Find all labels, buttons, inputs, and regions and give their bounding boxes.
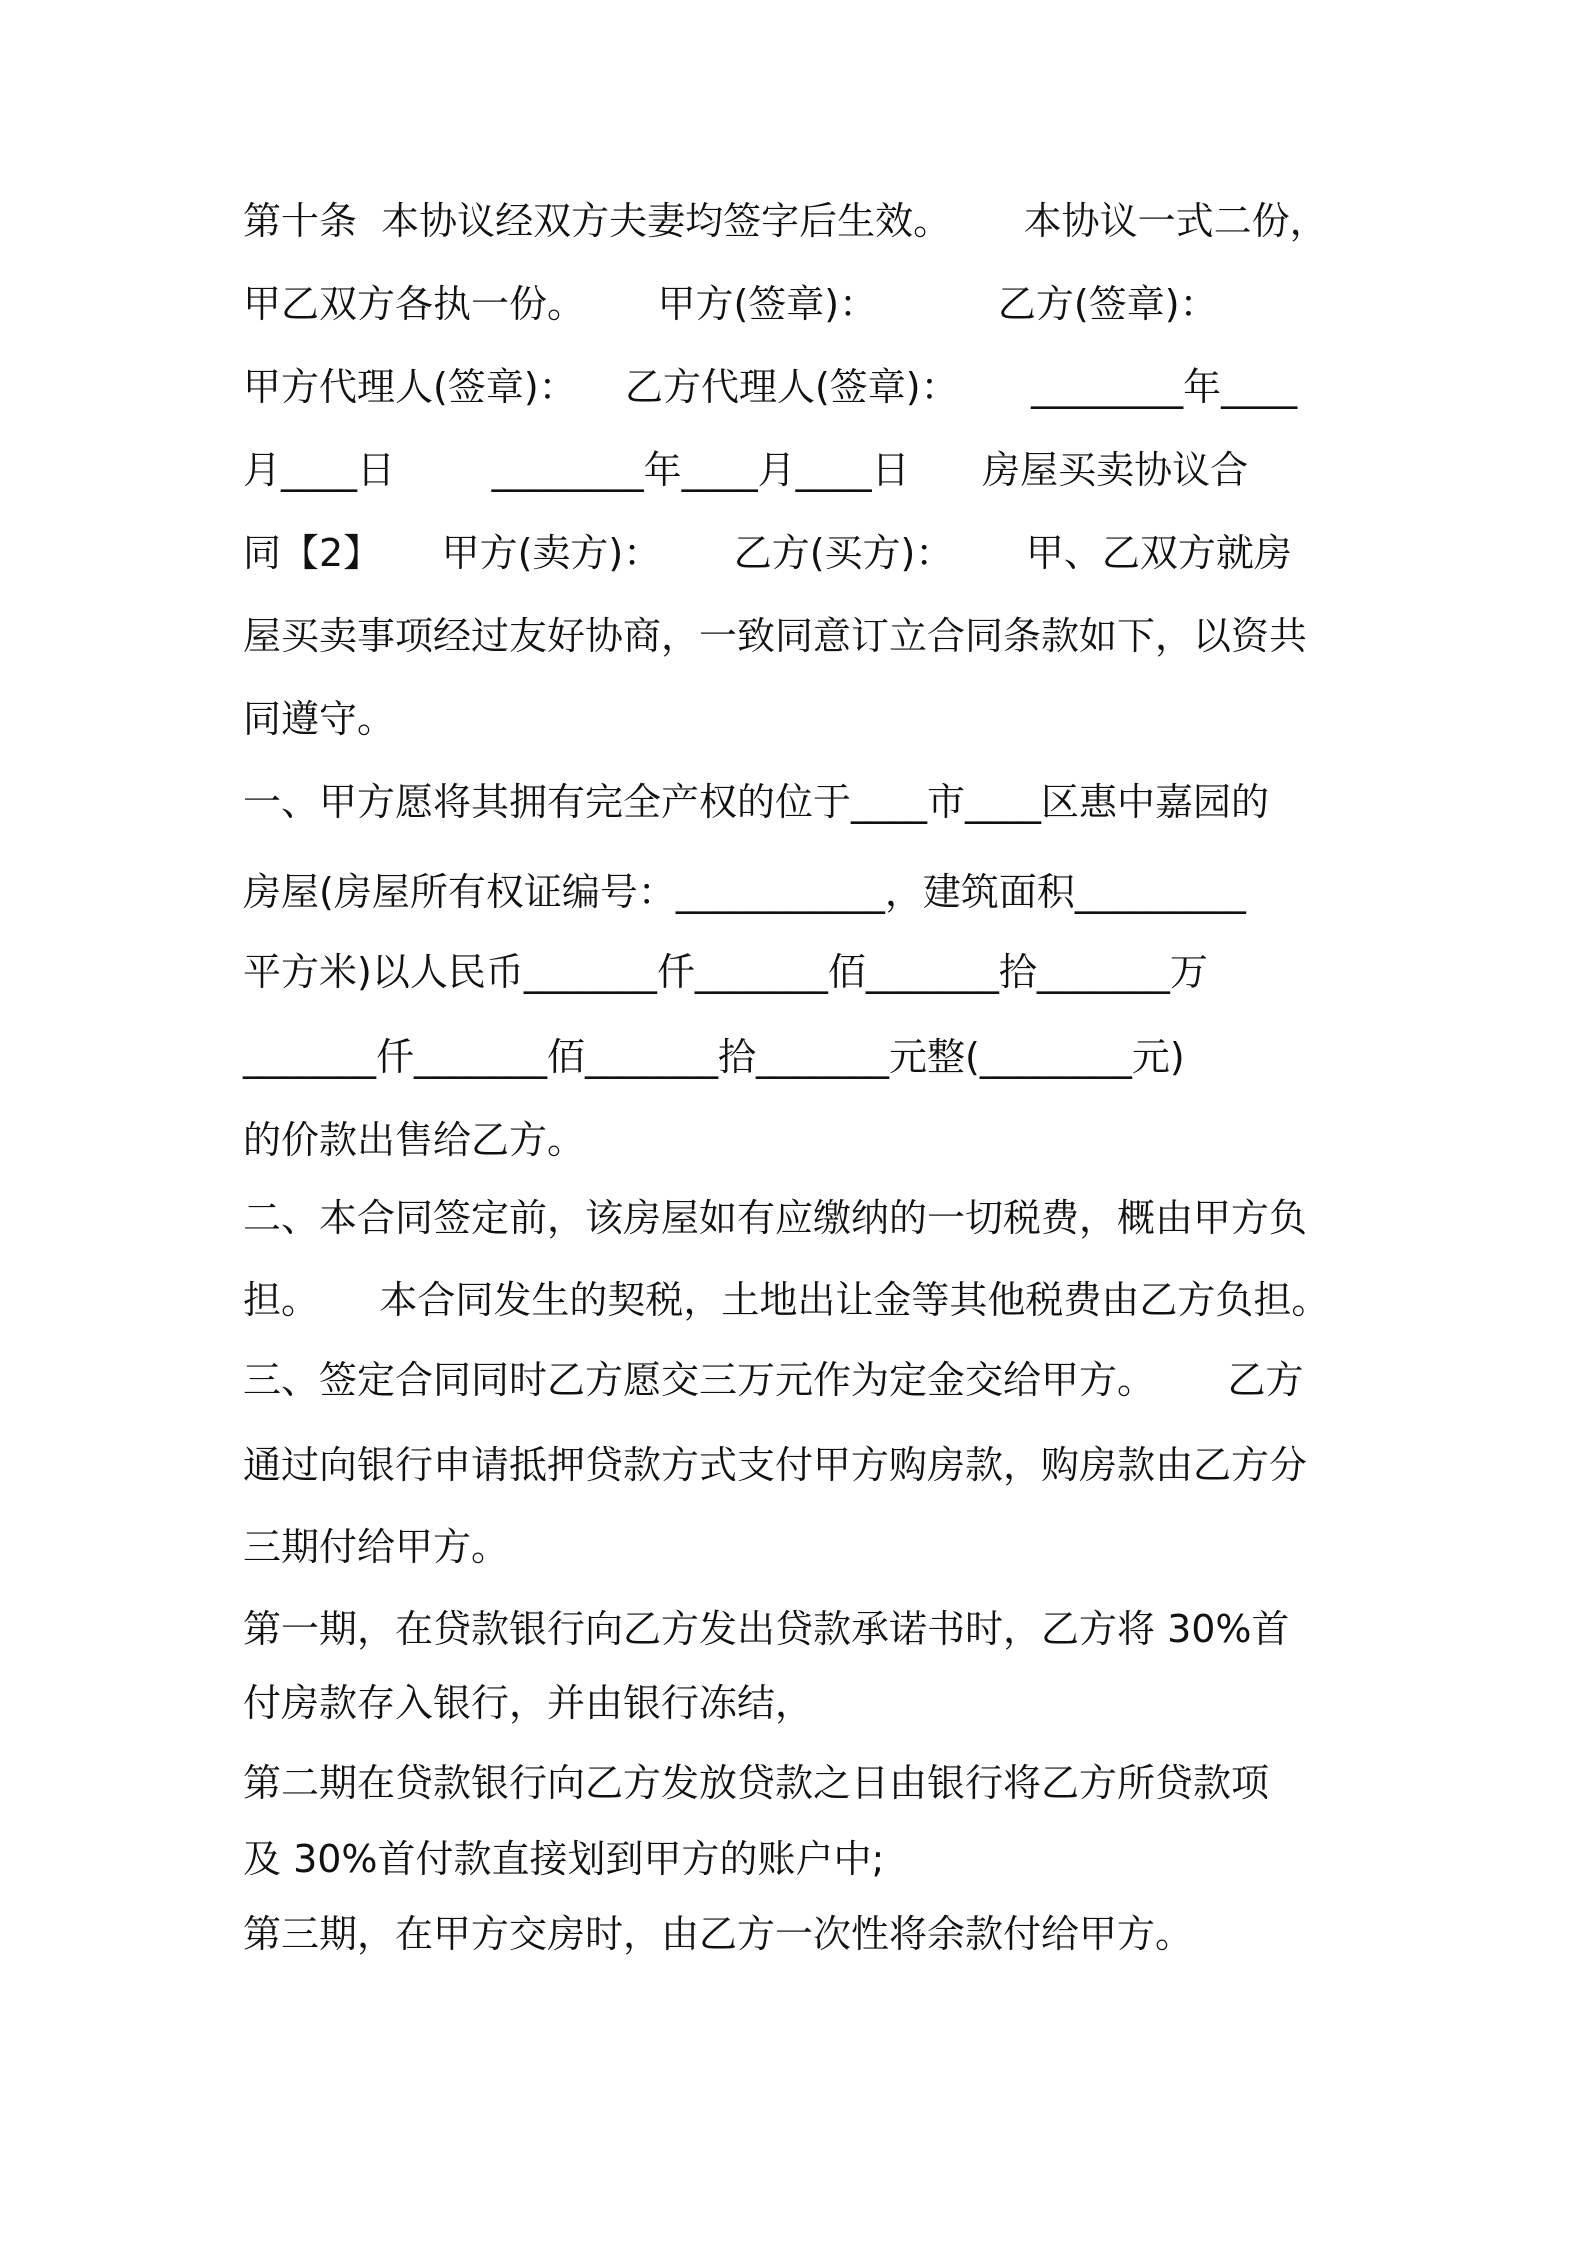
text-line: 平方米)以人民币_______仟_______佰_______拾_______万 <box>243 950 1208 994</box>
text-line: 第二期在贷款银行向乙方发放贷款之日由银行将乙方所贷款项 <box>243 1761 1270 1805</box>
text-line: 同遵守。 <box>243 697 396 741</box>
text-line: 屋买卖事项经过友好协商，一致同意订立合同条款如下，以资共 <box>243 614 1308 658</box>
text-line: 同【2】 甲方(卖方)： 乙方(买方)： 甲、乙双方就房 <box>243 531 1292 575</box>
text-line: 月____日 ________年____月____日 房屋买卖协议合 <box>243 448 1249 492</box>
text-line: 付房款存入银行，并由银行冻结， <box>243 1681 814 1725</box>
text-line: 第十条 本协议经双方夫妻均签字后生效。 本协议一式二份， <box>243 199 1328 243</box>
text-line: 第三期，在甲方交房时，由乙方一次性将余款付给甲方。 <box>243 1912 1194 1956</box>
text-line: 三期付给甲方。 <box>243 1525 510 1569</box>
document-body <box>243 196 1353 1959</box>
text-line: _______仟_______佰_______拾_______元整(________元) <box>243 1035 1185 1079</box>
text-line: 及 30%首付款直接划到甲方的账户中; <box>243 1837 885 1881</box>
text-line: 三、签定合同同时乙方愿交三万元作为定金交给甲方。 乙方 <box>243 1358 1304 1402</box>
text-line: 通过向银行申请抵押贷款方式支付甲方购房款，购房款由乙方分 <box>243 1443 1308 1487</box>
text-line: 房屋(房屋所有权证编号：___________，建筑面积_________ <box>243 870 1246 914</box>
text-line: 二、本合同签定前，该房屋如有应缴纳的一切税费，概由甲方负 <box>243 1196 1308 1240</box>
text-line: 担。 本合同发生的契税，土地出让金等其他税费由乙方负担。 <box>243 1278 1330 1322</box>
text-line: 的价款出售给乙方。 <box>243 1118 586 1162</box>
text-line: 甲乙双方各执一份。 甲方(签章)： 乙方(签章)： <box>243 282 1218 326</box>
text-line: 一、甲方愿将其拥有完全产权的位于____市____区惠中嘉园的 <box>243 780 1270 824</box>
text-line: 甲方代理人(签章)： 乙方代理人(签章)： ________年____ <box>243 365 1298 409</box>
text-line: 第一期，在贷款银行向乙方发出贷款承诺书时，乙方将 30%首 <box>243 1607 1290 1651</box>
